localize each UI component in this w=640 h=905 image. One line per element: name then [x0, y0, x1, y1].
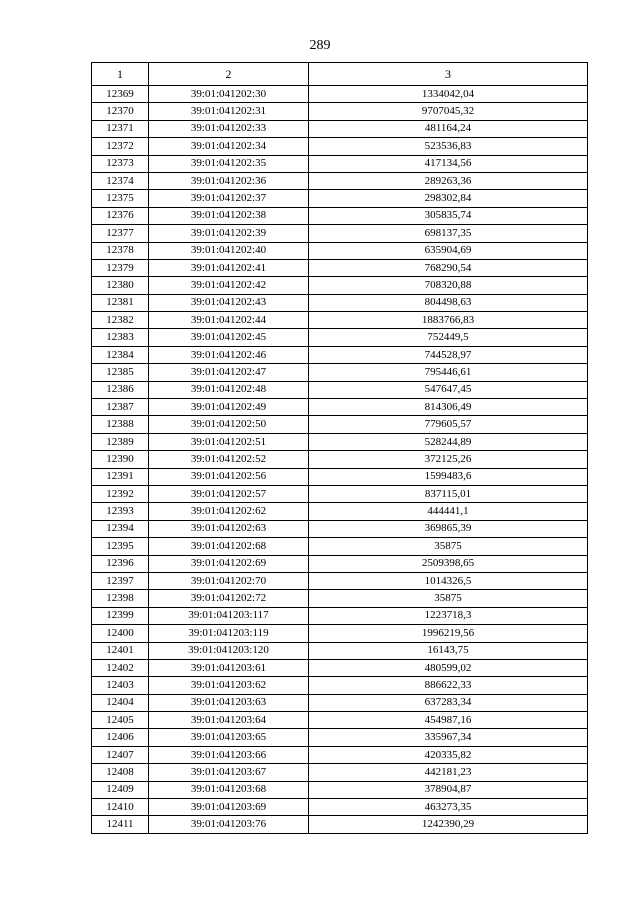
- cadastral-number-cell: 39:01:041203:66: [149, 746, 309, 763]
- cadastral-number-cell: 39:01:041202:35: [149, 155, 309, 172]
- row-number-cell: 12372: [92, 138, 149, 155]
- table-row: [92, 346, 588, 363]
- cadastral-number-cell: 39:01:041202:42: [149, 277, 309, 294]
- cadastral-value-cell: 1334042,04: [309, 86, 588, 103]
- cadastral-value-cell: 444441,1: [309, 503, 588, 520]
- cadastral-number-cell: 39:01:041202:40: [149, 242, 309, 259]
- row-number-cell: 12369: [92, 86, 149, 103]
- table-row: [92, 433, 588, 450]
- row-number-cell: 12395: [92, 538, 149, 555]
- table-body: [92, 86, 588, 834]
- cadastral-number-cell: 39:01:041202:68: [149, 538, 309, 555]
- cadastral-value-cell: 420335,82: [309, 746, 588, 763]
- table-row: [92, 155, 588, 172]
- row-number-cell: 12389: [92, 433, 149, 450]
- row-number-cell: 12404: [92, 694, 149, 711]
- cadastral-number-cell: 39:01:041202:49: [149, 399, 309, 416]
- cadastral-number-cell: 39:01:041203:62: [149, 677, 309, 694]
- cadastral-value-cell: 547647,45: [309, 381, 588, 398]
- table-row: [92, 746, 588, 763]
- table-row: [92, 712, 588, 729]
- row-number-cell: 12399: [92, 607, 149, 624]
- cadastral-number-cell: 39:01:041203:64: [149, 712, 309, 729]
- cadastral-value-cell: 886622,33: [309, 677, 588, 694]
- cadastral-value-cell: 768290,54: [309, 259, 588, 276]
- cadastral-value-cell: 752449,5: [309, 329, 588, 346]
- table-row: [92, 729, 588, 746]
- table-row: [92, 468, 588, 485]
- cadastral-number-cell: 39:01:041202:44: [149, 312, 309, 329]
- cadastral-value-cell: 744528,97: [309, 346, 588, 363]
- cadastral-number-cell: 39:01:041203:120: [149, 642, 309, 659]
- cadastral-value-cell: 1996219,56: [309, 625, 588, 642]
- table-row: [92, 416, 588, 433]
- row-number-cell: 12377: [92, 225, 149, 242]
- table-row: [92, 520, 588, 537]
- table-row: [92, 259, 588, 276]
- row-number-cell: 12398: [92, 590, 149, 607]
- row-number-cell: 12396: [92, 555, 149, 572]
- cadastral-number-cell: 39:01:041202:39: [149, 225, 309, 242]
- cadastral-number-cell: 39:01:041202:38: [149, 207, 309, 224]
- row-number-cell: 12383: [92, 329, 149, 346]
- row-number-cell: 12403: [92, 677, 149, 694]
- cadastral-number-cell: 39:01:041202:69: [149, 555, 309, 572]
- cadastral-value-cell: 1223718,3: [309, 607, 588, 624]
- row-number-cell: 12405: [92, 712, 149, 729]
- row-number-cell: 12401: [92, 642, 149, 659]
- row-number-cell: 12402: [92, 659, 149, 676]
- column-header-1: 1: [92, 63, 149, 86]
- cadastral-value-table: [91, 62, 588, 834]
- row-number-cell: 12397: [92, 572, 149, 589]
- table-row: [92, 329, 588, 346]
- table-row: [92, 138, 588, 155]
- table-header: [92, 63, 588, 86]
- cadastral-value-cell: 454987,16: [309, 712, 588, 729]
- row-number-cell: 12400: [92, 625, 149, 642]
- cadastral-number-cell: 39:01:041202:34: [149, 138, 309, 155]
- cadastral-value-cell: 637283,34: [309, 694, 588, 711]
- row-number-cell: 12391: [92, 468, 149, 485]
- cadastral-value-cell: 9707045,32: [309, 103, 588, 120]
- page-number: 289: [309, 38, 331, 53]
- cadastral-number-cell: 39:01:041202:36: [149, 172, 309, 189]
- header-row: [92, 63, 588, 86]
- cadastral-number-cell: 39:01:041202:43: [149, 294, 309, 311]
- row-number-cell: 12386: [92, 381, 149, 398]
- table-row: [92, 677, 588, 694]
- cadastral-value-cell: 635904,69: [309, 242, 588, 259]
- cadastral-value-cell: 417134,56: [309, 155, 588, 172]
- cadastral-value-cell: 35875: [309, 590, 588, 607]
- cadastral-number-cell: 39:01:041202:33: [149, 120, 309, 137]
- table-row: [92, 694, 588, 711]
- cadastral-value-cell: 528244,89: [309, 433, 588, 450]
- row-number-cell: 12392: [92, 485, 149, 502]
- cadastral-value-cell: 298302,84: [309, 190, 588, 207]
- row-number-cell: 12388: [92, 416, 149, 433]
- cadastral-value-cell: 779605,57: [309, 416, 588, 433]
- table-row: [92, 451, 588, 468]
- cadastral-value-cell: 378904,87: [309, 781, 588, 798]
- table-row: [92, 120, 588, 137]
- row-number-cell: 12380: [92, 277, 149, 294]
- cadastral-value-cell: 442181,23: [309, 764, 588, 781]
- row-number-cell: 12379: [92, 259, 149, 276]
- cadastral-value-cell: 369865,39: [309, 520, 588, 537]
- cadastral-number-cell: 39:01:041202:70: [149, 572, 309, 589]
- table-row: [92, 538, 588, 555]
- cadastral-value-cell: 1883766,83: [309, 312, 588, 329]
- cadastral-value-cell: 814306,49: [309, 399, 588, 416]
- cadastral-number-cell: 39:01:041203:69: [149, 799, 309, 816]
- table-row: [92, 642, 588, 659]
- cadastral-value-cell: 708320,88: [309, 277, 588, 294]
- cadastral-value-cell: 1242390,29: [309, 816, 588, 833]
- column-header-3: 3: [309, 63, 588, 86]
- table-row: [92, 485, 588, 502]
- row-number-cell: 12390: [92, 451, 149, 468]
- cadastral-number-cell: 39:01:041202:51: [149, 433, 309, 450]
- cadastral-value-cell: 289263,36: [309, 172, 588, 189]
- cadastral-value-cell: 2509398,65: [309, 555, 588, 572]
- table-row: [92, 764, 588, 781]
- cadastral-value-cell: 335967,34: [309, 729, 588, 746]
- cadastral-value-cell: 463273,35: [309, 799, 588, 816]
- row-number-cell: 12378: [92, 242, 149, 259]
- row-number-cell: 12409: [92, 781, 149, 798]
- table-row: [92, 294, 588, 311]
- cadastral-number-cell: 39:01:041202:48: [149, 381, 309, 398]
- table-row: [92, 816, 588, 833]
- row-number-cell: 12411: [92, 816, 149, 833]
- row-number-cell: 12393: [92, 503, 149, 520]
- row-number-cell: 12370: [92, 103, 149, 120]
- cadastral-value-cell: 372125,26: [309, 451, 588, 468]
- cadastral-number-cell: 39:01:041203:61: [149, 659, 309, 676]
- table-row: [92, 381, 588, 398]
- row-number-cell: 12407: [92, 746, 149, 763]
- table-row: [92, 312, 588, 329]
- table-row: [92, 572, 588, 589]
- cadastral-value-cell: 35875: [309, 538, 588, 555]
- cadastral-value-cell: 305835,74: [309, 207, 588, 224]
- table-row: [92, 399, 588, 416]
- table-row: [92, 607, 588, 624]
- row-number-cell: 12408: [92, 764, 149, 781]
- cadastral-number-cell: 39:01:041202:31: [149, 103, 309, 120]
- cadastral-number-cell: 39:01:041202:47: [149, 364, 309, 381]
- cadastral-number-cell: 39:01:041203:68: [149, 781, 309, 798]
- row-number-cell: 12381: [92, 294, 149, 311]
- cadastral-value-cell: 1014326,5: [309, 572, 588, 589]
- table-row: [92, 242, 588, 259]
- table-row: [92, 364, 588, 381]
- table-row: [92, 172, 588, 189]
- cadastral-value-cell: 523536,83: [309, 138, 588, 155]
- row-number-cell: 12375: [92, 190, 149, 207]
- table-row: [92, 555, 588, 572]
- cadastral-number-cell: 39:01:041202:50: [149, 416, 309, 433]
- cadastral-number-cell: 39:01:041202:62: [149, 503, 309, 520]
- row-number-cell: 12376: [92, 207, 149, 224]
- cadastral-number-cell: 39:01:041202:46: [149, 346, 309, 363]
- table-row: [92, 781, 588, 798]
- cadastral-number-cell: 39:01:041202:57: [149, 485, 309, 502]
- cadastral-value-cell: 1599483,6: [309, 468, 588, 485]
- table-row: [92, 86, 588, 103]
- cadastral-number-cell: 39:01:041202:37: [149, 190, 309, 207]
- cadastral-number-cell: 39:01:041203:65: [149, 729, 309, 746]
- table-row: [92, 277, 588, 294]
- row-number-cell: 12384: [92, 346, 149, 363]
- cadastral-number-cell: 39:01:041202:52: [149, 451, 309, 468]
- cadastral-number-cell: 39:01:041202:56: [149, 468, 309, 485]
- cadastral-number-cell: 39:01:041203:76: [149, 816, 309, 833]
- cadastral-number-cell: 39:01:041203:117: [149, 607, 309, 624]
- table-row: [92, 503, 588, 520]
- cadastral-value-cell: 480599,02: [309, 659, 588, 676]
- table-row: [92, 103, 588, 120]
- cadastral-number-cell: 39:01:041202:72: [149, 590, 309, 607]
- row-number-cell: 12371: [92, 120, 149, 137]
- row-number-cell: 12373: [92, 155, 149, 172]
- table-row: [92, 659, 588, 676]
- table-row: [92, 225, 588, 242]
- cadastral-number-cell: 39:01:041203:67: [149, 764, 309, 781]
- row-number-cell: 12385: [92, 364, 149, 381]
- row-number-cell: 12406: [92, 729, 149, 746]
- column-header-2: 2: [149, 63, 309, 86]
- table-row: [92, 625, 588, 642]
- table-row: [92, 799, 588, 816]
- cadastral-value-cell: 795446,61: [309, 364, 588, 381]
- cadastral-number-cell: 39:01:041202:41: [149, 259, 309, 276]
- cadastral-number-cell: 39:01:041203:63: [149, 694, 309, 711]
- cadastral-value-cell: 16143,75: [309, 642, 588, 659]
- row-number-cell: 12387: [92, 399, 149, 416]
- cadastral-number-cell: 39:01:041202:45: [149, 329, 309, 346]
- table-row: [92, 590, 588, 607]
- row-number-cell: 12374: [92, 172, 149, 189]
- cadastral-value-cell: 837115,01: [309, 485, 588, 502]
- table-row: [92, 190, 588, 207]
- cadastral-number-cell: 39:01:041202:30: [149, 86, 309, 103]
- row-number-cell: 12382: [92, 312, 149, 329]
- table-row: [92, 207, 588, 224]
- row-number-cell: 12394: [92, 520, 149, 537]
- cadastral-number-cell: 39:01:041202:63: [149, 520, 309, 537]
- cadastral-value-cell: 481164,24: [309, 120, 588, 137]
- cadastral-number-cell: 39:01:041203:119: [149, 625, 309, 642]
- cadastral-value-cell: 698137,35: [309, 225, 588, 242]
- row-number-cell: 12410: [92, 799, 149, 816]
- cadastral-value-cell: 804498,63: [309, 294, 588, 311]
